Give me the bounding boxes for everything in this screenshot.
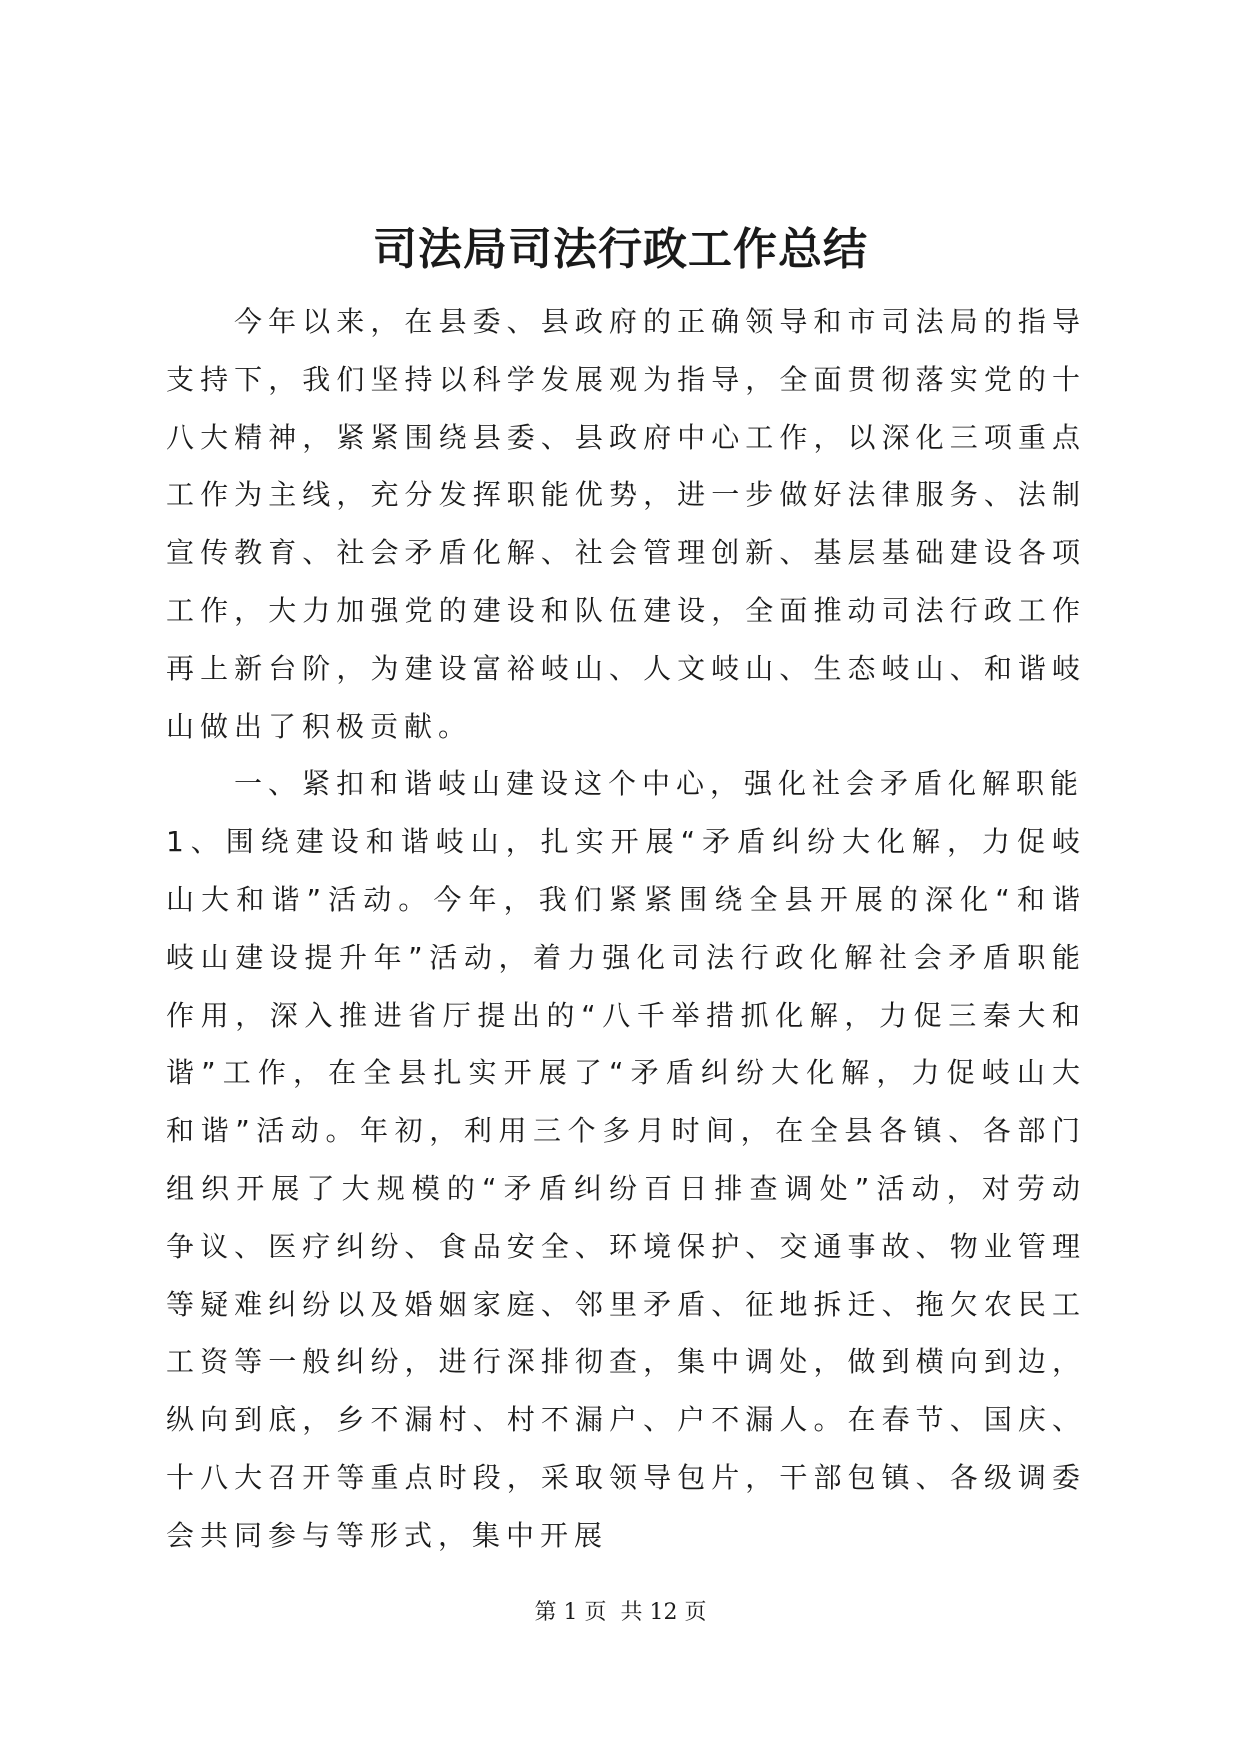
page-total: 共 12 页 [620,1600,707,1625]
page-title: 司法局司法行政工作总结 [373,224,868,275]
section-heading: 一、紧扣和谐岐山建设这个中心，强化社会矛盾化解职能 [234,767,1085,801]
document-body [166,293,1086,1565]
body-paragraph: 1、围绕建设和谐岐山，扎实开展“矛盾纠纷大化解，力促岐山大和谐”活动。今年，我们紧紧围绕全县开展的深化“和谐岐山建设提升年”活动，着力强化司法行政化解社会矛盾职能作用，深入推进省厅提出的“八千举措抓化解，力促三秦大和谐”工作，在全县扎实开展了“矛盾纠纷大化解，力促岐山大和谐”活动。年初，利用三个多月时间，在全县各镇、各部门组织开展了大规模的“矛盾纠纷百日排查调处”活动，对劳动争议、医疗纠纷、食品安全、环境保护、交通事故、物业管理等疑难纠纷以及婚姻家庭、邻里矛盾、征地拆迁、拖欠农民工工资等一般纠纷，进行深排彻查，集中调处，做到横向到边，纵向到底，乡不漏村、村不漏户、户不漏人。在春节、国庆、十八大召开等重点时段，采取领导包片，干部包镇、各级调委会共同参与等形式，集中开展 [166,825,1086,1552]
page-footer [0,1598,1241,1628]
page-number: 第 1 页 [534,1600,607,1625]
intro-paragraph: 今年以来，在县委、县政府的正确领导和市司法局的指导支持下，我们坚持以科学发展观为指导，全面贯彻落实党的十八大精神，紧紧围绕县委、县政府中心工作，以深化三项重点工作为主线，充分发挥职能优势，进一步做好法律服务、法制宣传教育、社会矛盾化解、社会管理创新、基层基础建设各项工作，大力加强党的建设和队伍建设，全面推动司法行政工作再上新台阶，为建设富裕岐山、人文岐山、生态岐山、和谐岐山做出了积极贡献。 [166,305,1086,743]
